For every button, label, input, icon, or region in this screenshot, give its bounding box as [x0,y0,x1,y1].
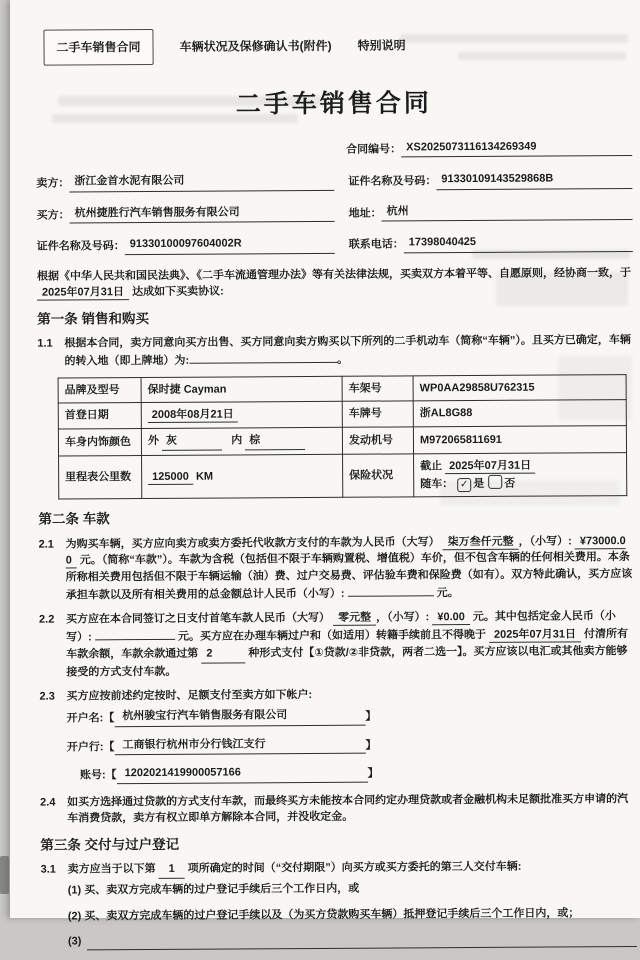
engine-label: 发动机号 [342,427,413,455]
phone-value: 17398040425 [404,233,633,253]
table-row [58,374,626,403]
clause-2-4 [40,791,636,828]
option-3-blank [87,934,637,950]
table-row [58,425,626,456]
payment-method-number: 2 [201,645,245,664]
plate-value: 浙AL8G88 [413,400,626,427]
insurance-until-label: 截止 [420,460,443,473]
clause-text: 元。 [436,587,459,600]
checkbox-no-unchecked [488,475,502,489]
first-payment-chinese: 零元整 [333,611,376,625]
seller-cert-value: 91330109143529868B [436,170,632,190]
delivery-option-number: 1 [159,861,185,880]
account-bank-value: 工商银行杭州市分行钱江支行 [114,735,365,755]
insurance-value [414,453,627,497]
clause-text: 元。买方应在办理车辆过户和（如适用）转籍手续前且不得晚于 [177,628,486,643]
preamble [37,265,633,302]
mileage-label: 里程表公里数 [59,456,142,500]
tab-label: 车辆状况及保修确认书(附件) [179,38,332,54]
clause-2-3 [39,685,635,705]
interior-color: 棕 [245,432,305,451]
mileage-value [142,455,343,499]
preamble-text2: 达成如下买卖协议: [132,285,224,299]
clause-text: 为购买车辆，买方应向卖方或卖方委托代收款方支付的车款为人民币（大写） [65,535,440,550]
account-number-row [80,762,636,784]
seller-label: 卖方： [36,177,70,190]
buyer-name: 杭州捷胜行汽车销售服务有限公司 [69,203,334,223]
document-page [10,0,640,948]
table-row [58,400,626,429]
transfer-place-blank [189,350,337,364]
preamble-date: 2025年07月31日 [37,286,129,301]
no-label: 否 [504,477,516,490]
clause-number: 2.1 [38,538,54,551]
party-row-buyer [36,202,632,224]
clause-text: 项所确定的时间（“交付期限”）向买方或买方委托的第三人交付车辆: [187,860,522,875]
color-label: 车身内饰颜色 [58,428,141,456]
tab-vehicle-condition [179,37,331,56]
clause-2-2 [39,608,635,682]
insurance-label: 保险状况 [343,454,414,497]
brand-value: 保时捷 Cayman [141,376,342,403]
clause-text: ，（小写）: [376,610,430,624]
payoff-date: 2025年07月31日 [489,628,581,643]
clause-number: 1.1 [37,337,53,350]
account-name-value: 杭州骏宝行汽车销售服务有限公司 [114,707,365,727]
yes-label: 是 [473,477,485,490]
interior-label: 内 [231,434,243,447]
tab-sales-contract [43,29,153,66]
vehicle-info-table [58,374,628,500]
clause-text: 卖方应当于以下第 [67,862,156,876]
tab-special-notes [357,36,405,54]
amount-chinese: 柒万叁仟元整 [443,535,519,549]
table-row [59,453,627,499]
clause-number: 2.4 [40,796,56,809]
party-row-cert [37,233,633,255]
account-bank-label: 开户行:【 [66,740,115,753]
checkbox-yes-checked: ✓ [457,478,471,492]
account-name-label: 开户名:【 [66,712,115,725]
seller-cert-label: 证件名称及号码： [348,175,437,188]
scan-blotch [0,856,9,894]
color-value [141,427,342,456]
tab-bar [43,26,631,66]
delivery-option-2: (2) 买、卖双方完成车辆的过户登记手续以及（为买方贷款购买车辆）抵押登记手续后三个工作日内，或； [67,907,580,923]
delivery-option-1: (1) 买、卖双方完成车辆的过户登记手续后三个工作日内，或 [67,882,360,897]
first-payment-numeric: ¥0.00 [432,611,470,625]
clause-text: 根据本合同，卖方同意向买方出售、买方同意向卖方购买以下所列的二手机动车（简称“车辆”）。且买方已确定，车辆的转入地（即上牌地）为: [64,333,631,368]
buyer-cert-label: 证件名称及号码： [36,240,125,253]
address-value: 杭州 [381,202,632,222]
first-reg-label: 首登日期 [58,403,141,429]
clause-text: ，（小写）: [518,534,572,548]
clause-text: 付清所有车款余额，车款余款通过第 [66,628,629,660]
address-label: 地址： [348,207,382,220]
account-number-label: 账号:【 [79,769,117,782]
with-car-label: 随车： [420,477,454,491]
clause-text: 元。其中包括定金人民币（小写）: [66,609,616,644]
phone-label: 联系电话： [348,238,404,251]
seller-name: 浙江金首水泥有限公司 [69,172,334,192]
clause-number: 3.1 [40,863,56,876]
clause-text: 种形式支付【①贷款/②非贷款，两者二选一】。买方应该以电汇或其他卖方能够接受的方式支付车款。 [66,644,628,679]
preamble-text: 根据《中华人民共和国民法典》、《二手车流通管理办法》等有关法律法规，买卖双方本着平等、自愿原则，经协商一致，于 [36,266,631,283]
bracket-close: 】 [365,739,377,752]
exterior-color: 灰 [162,432,222,451]
insurance-until-date: 2025年07月31日 [445,460,535,475]
tab-label: 二手车销售合同 [56,40,141,55]
buyer-cert-value: 91330100097604002R [125,235,335,255]
option-3-label: (3) [67,935,82,948]
bracket-close: 】 [365,710,377,723]
account-bank-row [67,734,636,756]
clause-text: 买方应在本合同签订之日支付首笔车款人民币（大写） [65,611,331,625]
buyer-label: 买方： [36,208,70,222]
clause-text: 如买方选择通过贷款的方式支付车款，而最终买方未能按本合同约定办理贷款或者金融机构未足额批准买方申请的汽车消费贷款，卖方有权立即单方解除本合同，并没收定金。 [67,792,629,825]
deposit-blank [95,627,175,640]
contract-no-value: XS2025073116134269349 [401,138,632,158]
vin-value: WP0AA29858U762315 [413,374,626,401]
brand-label: 品牌及型号 [58,377,141,403]
clause-number: 2.3 [39,690,55,703]
account-name-row [67,705,636,727]
section3-heading: 第三条 交付与过户登记 [40,836,180,853]
section1-heading: 第一条 销售和购买 [37,310,150,327]
clause-text: 元。（简称“车款”）。车款为含税（包括但不限于车辆购置税、增值税）车价，但不包含车辆的任何相关费用。本条所称相关费用包括但不限于车辆运输（油）费、过户交易费、评估验车费和保险费（如有）。双方特此确认，买方应该承担车款以及所有相关费用的总金额总计人民币（小写）: [65,551,633,602]
total-amount-blank [348,583,434,597]
clause-text: 买方应按前述约定按时、足额支付至卖方如下帐户: [66,688,313,702]
party-row-seller [36,170,632,192]
plate-label: 车牌号 [342,401,413,427]
delivery-option-3 [68,930,637,950]
clause-number: 2.2 [38,613,55,626]
exterior-label: 外 [147,434,159,447]
section2-heading: 第二条 车款 [38,511,110,527]
first-reg-value: 2008年08月21日 [148,409,238,424]
bracket-close: 】 [367,767,379,780]
mileage-number: 125000 [148,471,193,485]
mileage-unit: KM [195,470,214,483]
clause-suffix: 。 [337,354,349,367]
engine-value: M972065811691 [413,425,626,454]
contract-no-label: 合同编号： [346,142,402,156]
amount-numeric: ¥73000.00 [65,534,626,567]
vin-label: 车架号 [342,376,413,402]
clause-2-1 [39,533,635,605]
clause-3-1 [41,858,638,960]
account-number-value: 1202021419900057166 [117,764,368,784]
tab-label: 特别说明 [357,38,406,53]
document-content [7,0,640,960]
clause-1-1 [37,332,633,371]
contract-number-row [36,138,632,160]
page-title: 二手车销售合同 [235,89,432,119]
